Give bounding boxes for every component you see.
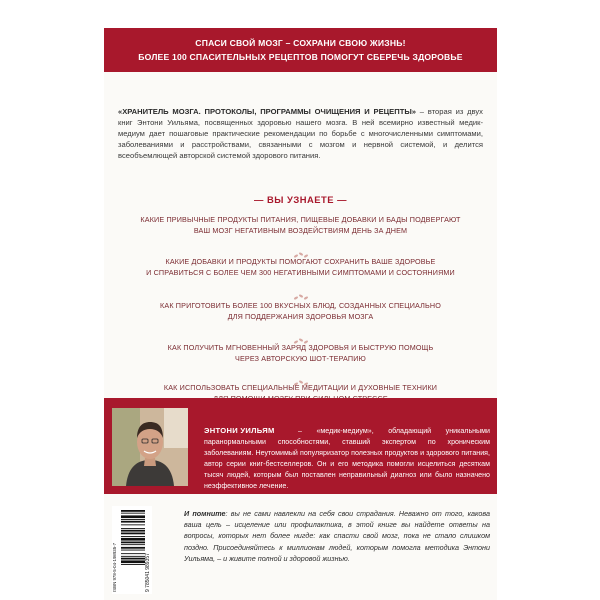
- learn-item-line: КАКИЕ ПРИВЫЧНЫЕ ПРОДУКТЫ ПИТАНИЯ, ПИЩЕВЫЕ ДОБАВКИ И БАДЫ ПОДВЕРГАЮТ: [140, 215, 461, 224]
- author-panel: [104, 398, 497, 494]
- ornament-separator: [104, 286, 497, 294]
- author-bio: – «медик-медиум», обладающий уникальными паранормальными способностями, ставший экспертом по хроническим заболеваниям. Неутомимый популяризатор полезных продуктов и здорового питания, автор серии книг-бестселлеров. Он и его методика помогли исцелиться десяткам тысяч людей, которым был поставлен неправильный диагноз или было назначено неэффективное лечение.: [204, 427, 490, 490]
- intro-text: вторая из двух книг Энтони Уильяма, посвященных здоровью нашего мозга. В ней всемирно известный медик-медиум дает пошаговые практические рекомендации по борьбе с многочисленными симптомами, заболеваниями и расстройствами, связанными с мозгом и нервной системой, и делится всеобъемлющей авторской системой здорового питания.: [118, 107, 483, 160]
- learn-item-line: ВАШ МОЗГ НЕГАТИВНЫМ ВОЗДЕЙСТВИЯМ ДЕНЬ ЗА ДНЕМ: [193, 226, 408, 235]
- barcode-bar: [121, 530, 145, 532]
- barcode-bar: [121, 553, 145, 554]
- learn-item-line: ЧЕРЕЗ АВТОРСКУЮ ШОТ-ТЕРАПИЮ: [235, 354, 366, 363]
- barcode-bar: [121, 556, 145, 557]
- barcode-bar: [121, 533, 145, 535]
- barcode-bar: [121, 564, 145, 565]
- learn-item-line: КАК ПОЛУЧИТЬ МГНОВЕННЫЙ ЗАРЯД ЗДОРОВЬЯ И БЫСТРУЮ ПОМОЩЬ: [167, 343, 434, 352]
- barcode-bar: [121, 558, 145, 560]
- learn-item: [104, 256, 497, 278]
- barcode-bar: [121, 542, 145, 544]
- barcode-bar: [121, 538, 145, 541]
- barcode-bar: [121, 560, 145, 563]
- barcode-bar: [121, 510, 145, 512]
- author-portrait-icon: [112, 408, 188, 486]
- learn-item-line: КАК ПРИГОТОВИТЬ БОЛЕЕ 100 ВКУСНЫХ БЛЮД, СОЗДАННЫХ СПЕЦИАЛЬНО: [160, 301, 441, 310]
- isbn-text: ISBN 978-5-04-198935-7: [112, 542, 117, 592]
- banner-line-1: СПАСИ СВОЙ МОЗГ – СОХРАНИ СВОЮ ЖИЗНЬ!: [195, 38, 406, 48]
- book-back-cover: [104, 28, 497, 600]
- barcode-bar: [121, 524, 145, 525]
- remember-text: : вы не сами навлекли на себя свои страдания. Неважно от того, какова ваша цель – исцеление или профилактика, в этой книге вы найдете ответы на вопросы, которых нет более нигде: как спасти свой мозг, пока не стало слишком поздно. Присоединяйтесь к миллионам людей, которым помогла методика Энтони Уильяма, – и живите полной и здоровой жизнью.: [184, 509, 490, 563]
- barcode-bar: [121, 536, 145, 537]
- barcode-bar: [121, 519, 145, 520]
- learn-item: [104, 214, 497, 236]
- barcode-number: 9 785041 989357: [145, 553, 151, 592]
- intro-paragraph: [118, 106, 483, 161]
- top-banner: [104, 28, 497, 72]
- ornament-separator: [104, 244, 497, 252]
- banner-line-2: БОЛЕЕ 100 СПАСИТЕЛЬНЫХ РЕЦЕПТОВ ПОМОГУТ СБЕРЕЧЬ ЗДОРОВЬЕ: [138, 52, 463, 62]
- learn-item-line: ДЛЯ ПОДДЕРЖАНИЯ ЗДОРОВЬЯ МОЗГА: [227, 312, 374, 321]
- learn-item: [104, 342, 497, 364]
- barcode: [112, 506, 152, 594]
- author-photo: [112, 408, 188, 486]
- barcode-bar: [121, 550, 145, 551]
- author-name: ЭНТОНИ УИЛЬЯМ: [204, 426, 275, 435]
- ornament-separator: [104, 330, 497, 338]
- barcode-bar: [121, 528, 145, 529]
- learn-item-line: КАК ИСПОЛЬЗОВАТЬ СПЕЦИАЛЬНЫЕ МЕДИТАЦИИ И ДУХОВНЫЕ ТЕХНИКИ: [163, 383, 438, 392]
- barcode-bar: [121, 515, 145, 518]
- barcode-bar: [121, 544, 145, 545]
- barcode-bar: [121, 513, 145, 514]
- closing-paragraph: [184, 508, 490, 564]
- learn-item-line: КАКИЕ ДОБАВКИ И ПРОДУКТЫ ПОМОГАЮТ СОХРАНИТЬ ВАШЕ ЗДОРОВЬЕ: [165, 257, 436, 266]
- ornament-separator: [104, 372, 497, 380]
- book-title: «ХРАНИТЕЛЬ МОЗГА. ПРОТОКОЛЫ, ПРОГРАММЫ ОЧИЩЕНИЯ И РЕЦЕПТЫ»: [118, 107, 416, 116]
- learn-heading: — ВЫ УЗНАЕТЕ —: [254, 194, 347, 205]
- barcode-bar: [121, 521, 145, 523]
- barcode-icon: [112, 506, 152, 594]
- learn-item-line: И СПРАВИТЬСЯ С БОЛЕЕ ЧЕМ 300 НЕГАТИВНЫМИ СИМПТОМАМИ И СОСТОЯНИЯМИ: [146, 268, 455, 277]
- barcode-bar: [121, 547, 145, 549]
- learn-item: [104, 300, 497, 322]
- intro-dash: –: [416, 107, 424, 116]
- remember-lead: И помните: [184, 509, 226, 518]
